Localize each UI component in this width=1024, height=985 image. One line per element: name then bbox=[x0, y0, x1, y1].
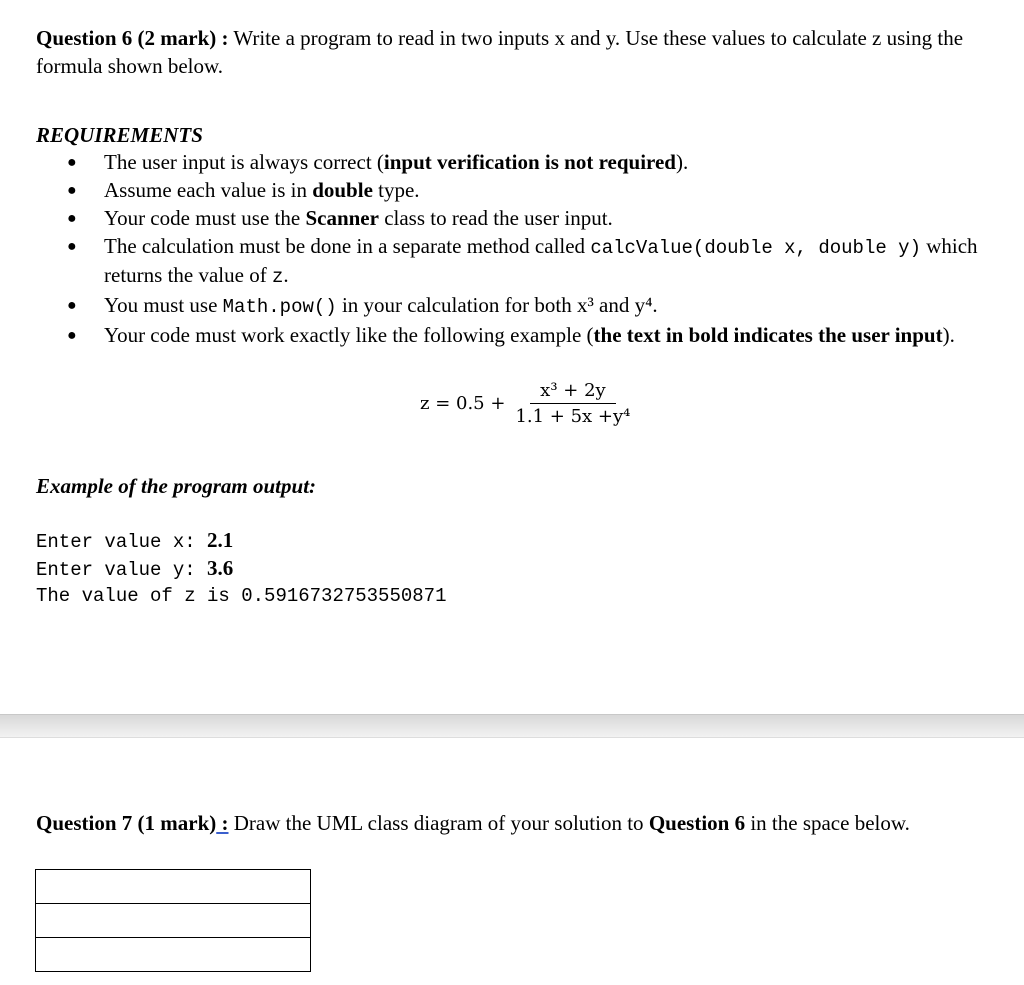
requirement-item: ● Assume each value is in double type. bbox=[67, 178, 420, 202]
example-console-output bbox=[36, 527, 446, 609]
formula-numerator: x³ + 2y bbox=[530, 380, 616, 404]
question-6-reference: Question 6 bbox=[648, 811, 746, 835]
requirement-item: ● Your code must use the Scanner class to read the user input. bbox=[67, 206, 613, 230]
code-method-signature: calcValue(double x, double y) bbox=[590, 237, 921, 259]
question-6-label: Question 6 (2 mark) : bbox=[36, 26, 229, 50]
bullet-icon: ● bbox=[67, 182, 77, 199]
requirement-item: ● The user input is always correct (input verification is not required). bbox=[67, 150, 689, 174]
user-input: 3.6 bbox=[207, 556, 234, 580]
bullet-icon: ● bbox=[67, 238, 77, 255]
bullet-icon: ● bbox=[67, 297, 77, 314]
question-6-text: Write a program to read in two inputs x and y. Use these values to calculate z using the formula shown below. bbox=[36, 26, 964, 78]
formula bbox=[420, 380, 634, 427]
bullet-icon: ● bbox=[67, 210, 77, 227]
bullet-icon: ● bbox=[67, 327, 77, 344]
uml-class-name-compartment[interactable] bbox=[35, 869, 311, 903]
code-z: z bbox=[271, 266, 284, 288]
user-input: 2.1 bbox=[207, 528, 234, 552]
formula-denominator: 1.1 + 5x +y⁴ bbox=[515, 406, 631, 427]
requirements-list bbox=[36, 149, 1006, 349]
console-line: Enter value y: 3.6 bbox=[36, 556, 234, 581]
question-7-label: Question 7 (1 mark) bbox=[36, 811, 217, 835]
requirement-item: ● Your code must work exactly like the following example (the text in bold indicates the user input). bbox=[67, 323, 955, 347]
example-title: Example of the program output: bbox=[36, 474, 317, 498]
console-line: Enter value x: 2.1 bbox=[36, 528, 234, 553]
requirements-title: REQUIREMENTS bbox=[36, 123, 203, 147]
question-7-heading: Question 7 (1 mark) : Draw the UML class diagram of your solution to Question 6 in the space below. bbox=[36, 811, 910, 835]
formula-lhs: z = 0.5 + bbox=[420, 393, 506, 414]
uml-methods-compartment[interactable] bbox=[35, 937, 311, 972]
question-6-section bbox=[36, 24, 1006, 350]
console-line: The value of z is 0.5916732753550871 bbox=[36, 585, 447, 607]
bullet-icon: ● bbox=[67, 154, 77, 171]
uml-attributes-compartment[interactable] bbox=[35, 903, 311, 937]
formula-fraction bbox=[511, 380, 634, 427]
question-6-heading bbox=[36, 24, 1006, 80]
code-math-pow: Math.pow() bbox=[222, 296, 337, 318]
section-divider bbox=[0, 714, 1024, 738]
uml-class-diagram-box[interactable] bbox=[35, 869, 311, 972]
requirement-item: ● The calculation must be done in a separate method called calcValue(double x, double y) which returns the value of z. bbox=[67, 234, 978, 288]
question-7-colon: : bbox=[216, 811, 229, 835]
requirement-item: ● You must use Math.pow() in your calculation for both x³ and y⁴. bbox=[67, 293, 658, 318]
